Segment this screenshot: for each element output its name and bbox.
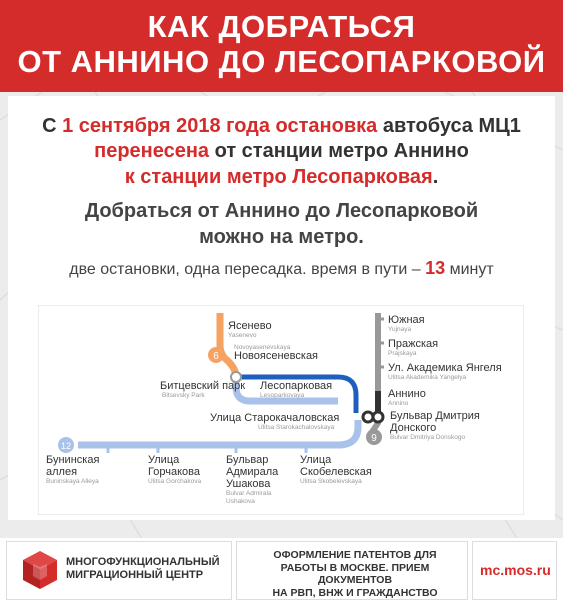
svg-text:9: 9 [371,433,377,444]
station-skobelevskaya: Улица [300,454,332,466]
svg-text:Buninskaya Alleya: Buninskaya Alleya [46,478,99,485]
svg-text:Prajskaya: Prajskaya [388,350,417,357]
svg-text:Донского: Донского [390,422,437,434]
mmc-logo-icon [20,549,60,591]
route-details: две остановки, одна пересадка. время в пути – 13 минут [69,258,494,278]
station-novoyasenevskaya: Новоясеневская [234,350,319,362]
station-starokachalovskaya: Улица Старокачаловская [210,412,340,424]
svg-text:Ushakova: Ushakova [226,498,255,505]
station-buninskaya: Бунинская [46,454,100,466]
svg-text:Ulitsa Gorchakova: Ulitsa Gorchakova [148,478,202,485]
metro-map [38,305,524,515]
page-title-line-2: ОТ АННИНО ДО ЛЕСОПАРКОВОЙ [17,44,546,79]
route-heading-line-2: можно на метро. [199,226,364,248]
svg-text:12: 12 [60,441,72,451]
notice-line-2: перенесена от станции метро Аннино [94,140,469,162]
station-yuzhnaya: Южная [388,314,425,326]
svg-text:Bulvar Dmitriya Donskogo: Bulvar Dmitriya Donskogo [390,434,466,441]
svg-text:аллея: аллея [46,466,78,478]
station-bitsevsky-park: Битцевский парк [160,380,246,392]
station-prazhskaya: Пражская [388,338,439,350]
svg-text:Annino: Annino [388,400,409,407]
station-lesoparkovaya: Лесопарковая [260,380,333,392]
station-gorchakova: Улица [148,454,180,466]
svg-text:Ulitsa Akademika Yangelya: Ulitsa Akademika Yangelya [388,374,467,381]
svg-text:Yujnaya: Yujnaya [388,326,412,333]
station-annino: Аннино [388,388,426,400]
svg-text:Ушакова: Ушакова [226,478,271,490]
station-ushakova: Бульвар [226,454,269,466]
station-donskogo: Бульвар Дмитрия [390,410,480,422]
page-title-line-1: КАК ДОБРАТЬСЯ [147,9,416,44]
svg-text:Yasenevo: Yasenevo [228,332,257,339]
website-link[interactable]: mc.mos.ru [480,562,551,578]
station-yangelya: Ул. Академика Янгеля [388,362,502,374]
svg-text:6: 6 [213,351,219,362]
svg-text:Ulitsa Starokachalovskaya: Ulitsa Starokachalovskaya [258,424,335,431]
notice-line-1: С 1 сентября 2018 года остановка автобуса МЦ1 [42,115,521,137]
svg-text:Скобелевская: Скобелевская [300,466,372,478]
organization-name: МНОГОФУНКЦИОНАЛЬНЫЙ МИГРАЦИОННЫЙ ЦЕНТР [66,556,220,581]
services-text: ОФОРМЛЕНИЕ ПАТЕНТОВ ДЛЯ РАБОТЫ В МОСКВЕ. ПРИЕМ ДОКУМЕНТОВ НА РВП, ВНЖ И ГРАЖДАНСТВО [272,549,438,599]
route-heading-line-1: Добраться от Аннино до Лесопарковой [84,200,479,222]
svg-text:Ulitsa Skobelevskaya: Ulitsa Skobelevskaya [300,478,362,485]
svg-text:Bitsevsky Park: Bitsevsky Park [162,392,205,399]
svg-text:Bulvar Admirala: Bulvar Admirala [226,490,272,497]
station-yasenevo: Ясенево [228,320,272,332]
svg-text:Lesoparkovaya: Lesoparkovaya [260,392,305,399]
svg-text:Горчакова: Горчакова [148,466,200,478]
svg-text:Адмирала: Адмирала [226,466,279,478]
svg-text:Novoyasenevskaya: Novoyasenevskaya [234,344,291,351]
notice-line-3: к станции метро Лесопарковая. [124,166,439,188]
